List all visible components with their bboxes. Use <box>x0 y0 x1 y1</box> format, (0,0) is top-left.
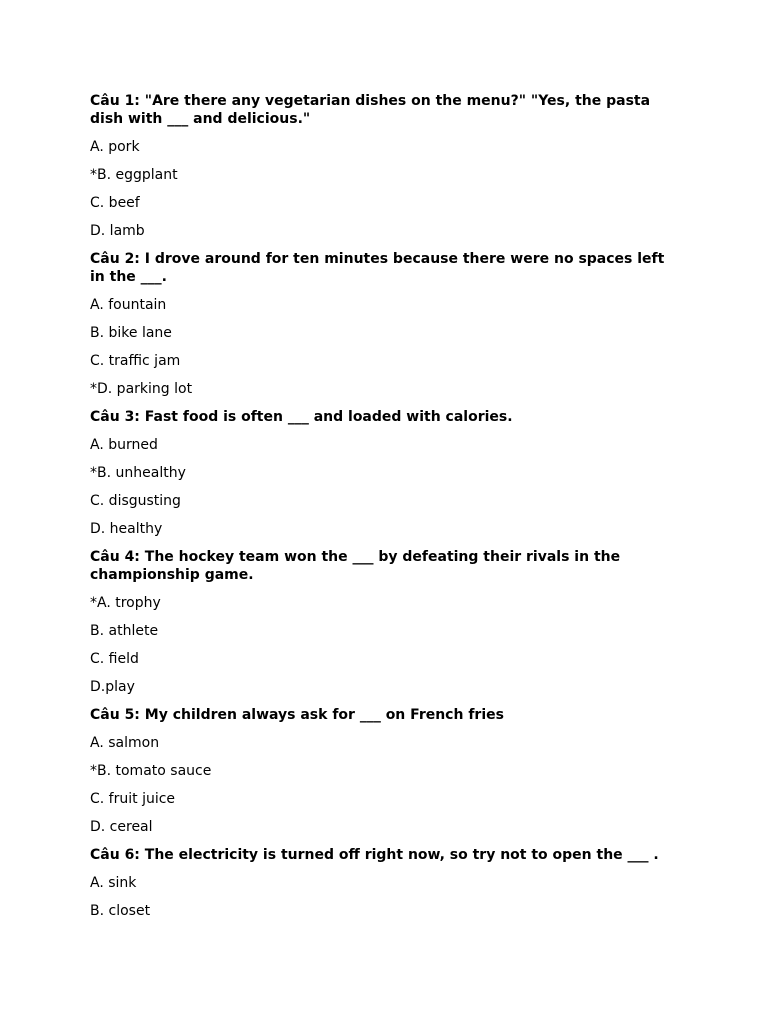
answer-option: D. healthy <box>90 521 163 537</box>
answer-option: C. field <box>90 651 139 667</box>
answer-option-correct: *D. parking lot <box>90 381 193 397</box>
answer-option-correct: *B. tomato sauce <box>90 763 212 779</box>
question-6 <box>90 846 678 920</box>
answer-option: A. salmon <box>90 735 160 751</box>
answer-option: A. pork <box>90 139 140 155</box>
answer-option: D.play <box>90 679 135 695</box>
answer-option: C. traffic jam <box>90 353 181 369</box>
question-text: Câu 4: The hockey team won the ___ by defeating their rivals in the championship game. <box>90 549 621 583</box>
answer-option-correct: *B. unhealthy <box>90 465 186 481</box>
answer-option-correct: *A. trophy <box>90 595 161 611</box>
answer-option: B. closet <box>90 903 151 919</box>
answer-option: A. burned <box>90 437 158 453</box>
question-text: Câu 3: Fast food is often ___ and loaded with calories. <box>90 409 513 425</box>
question-5 <box>90 706 678 836</box>
answer-option: B. bike lane <box>90 325 172 341</box>
question-text: Câu 6: The electricity is turned off right now, so try not to open the ___ . <box>90 847 659 863</box>
question-text: Câu 5: My children always ask for ___ on French fries <box>90 707 504 723</box>
question-2 <box>90 250 678 398</box>
question-text: Câu 2: I drove around for ten minutes because there were no spaces left in the ___. <box>90 251 665 285</box>
answer-option: D. lamb <box>90 223 145 239</box>
answer-option: C. beef <box>90 195 140 211</box>
answer-option: D. cereal <box>90 819 153 835</box>
question-3 <box>90 408 678 538</box>
answer-option: B. athlete <box>90 623 159 639</box>
question-text: Câu 1: "Are there any vegetarian dishes on the menu?" "Yes, the pasta dish with ___ and delicious." <box>90 93 651 127</box>
question-4 <box>90 548 678 696</box>
answer-option-correct: *B. eggplant <box>90 167 178 183</box>
answer-option: C. fruit juice <box>90 791 176 807</box>
question-1 <box>90 92 678 240</box>
answer-option: A. sink <box>90 875 137 891</box>
answer-option: A. fountain <box>90 297 167 313</box>
answer-option: C. disgusting <box>90 493 181 509</box>
